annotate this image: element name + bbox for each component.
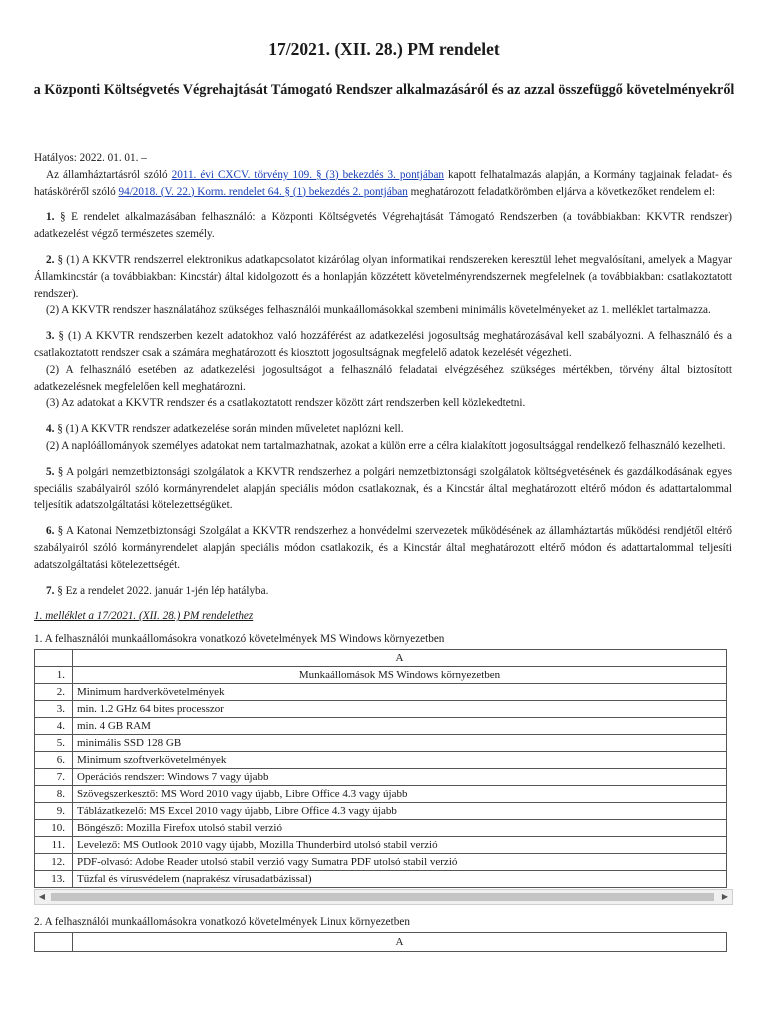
table-corner-cell [35,649,73,666]
section-7-text: § Ez a rendelet 2022. január 1-jén lép hatályba. [54,584,269,597]
table-corner-cell [35,932,73,951]
section-1-number: 1. [46,211,55,224]
table-row [35,700,727,717]
requirement-cell: Böngésző: Mozilla Firefox utolsó stabil verzió [73,819,727,836]
requirement-cell: Levelező: MS Outlook 2010 vagy újabb, Mozilla Thunderbird utolsó stabil verzió [73,836,727,853]
section-2-number: 2. [46,253,55,266]
row-number: 12. [35,853,73,870]
row-number: 9. [35,802,73,819]
horizontal-scrollbar[interactable] [34,889,733,905]
row-number: 7. [35,768,73,785]
requirement-cell: Táblázatkezelő: MS Excel 2010 vagy újabb, Libre Office 4.3 vagy újabb [73,802,727,819]
annex-reference [34,608,732,625]
table-1-container [34,649,732,888]
section-2 [34,252,732,302]
requirement-cell: Szövegszerkesztő: MS Word 2010 vagy újabb, Libre Office 4.3 vagy újabb [73,785,727,802]
scroll-right-arrow-icon[interactable]: ▶ [721,891,729,901]
section-3-para-1: § (1) A KKVTR rendszerben kezelt adatokhoz való hozzáférést az adatkezelési jogosultság meghatározásával kell szabályozni. A felhasználó és a csatlakoztatott rendszer csak a számára meghatározott és kiosztott jogosultságnak megfelelő adatok kezelését végezheti. [34,330,732,359]
table-row [35,751,727,768]
table-header-row [35,932,727,951]
preamble-text-1: Az államháztartásról szóló [46,168,172,181]
section-5-number: 5. [46,465,55,478]
section-1-text: § E rendelet alkalmazásában felhasználó: a Központi Költségvetés Végrehajtását Támogató Rendszerben (a továbbiakban: KKVTR rendszer) adatkezelést végző természetes személy. [34,211,732,241]
table-1-caption: 1. A felhasználói munkaállomásokra vonatkozó követelmények MS Windows környezetben [34,633,445,646]
row-number: 8. [35,785,73,802]
table-2-container [34,932,732,952]
row-number: 4. [35,717,73,734]
document-title: 17/2021. (XII. 28.) PM rendelet [268,39,500,59]
scroll-thumb[interactable] [51,893,714,901]
section-5 [34,464,732,514]
row-number: 13. [35,870,73,887]
section-6 [34,523,732,573]
column-header-a: A [73,932,727,951]
law-link-2011-cxcv[interactable]: 2011. évi CXCV. törvény 109. § (3) bekezdés 3. pontjában [171,168,445,181]
table-row [35,734,727,751]
requirement-cell: min. 4 GB RAM [73,717,727,734]
table-row [35,853,727,870]
table-row [35,717,727,734]
document-body [34,150,732,952]
table-row [35,768,727,785]
section-3-para-3: (3) Az adatokat a KKVTR rendszer és a csatlakoztatott rendszer között zárt rendszerben kell közlekedtetni. [46,397,526,410]
requirement-cell: PDF-olvasó: Adobe Reader utolsó stabil verzió vagy Sumatra PDF utolsó stabil verzió [73,853,727,870]
row-number: 1. [35,666,73,683]
row-number: 5. [35,734,73,751]
table-row [35,666,727,683]
preamble-text-3: meghatározott feladatkörömben eljárva a következőket rendelem el: [407,185,716,198]
section-7 [34,583,732,600]
scroll-left-arrow-icon[interactable]: ◀ [38,891,46,901]
section-4-number: 4. [46,423,55,436]
section-3-para-2: (2) A felhasználó esetében az adatkezelési jogosultságot a felhasználó feladatai elvégzéséhez szükséges mértékben, törvény által biztosított adatkezelésnek megfelelően kell meghatározni. [34,363,732,393]
table-row [35,870,727,887]
section-2-para-2: (2) A KKVTR rendszer használatához szükséges felhasználói munkaállomásokkal szembeni minimális követelményeket az 1. melléklet tartalmazza. [46,304,711,317]
linux-requirements-table [34,932,727,952]
document-subtitle: a Központi Költségvetés Végrehajtását Támogató Rendszer alkalmazásáról és az azzal összefüggő követelményekről [33,82,735,98]
section-3-number: 3. [46,330,55,343]
section-4-para-2: (2) A naplóállományok személyes adatokat nem tartalmazhatnak, azokat a külön erre a célra kialakított jogosultsággal rendelkező felhasználó kezelheti. [46,439,726,452]
requirement-cell: minimális SSD 128 GB [73,734,727,751]
row-number: 11. [35,836,73,853]
preamble [34,167,732,201]
section-4-para-1: § (1) A KKVTR rendszer adatkezelése során minden műveletet naplózni kell. [54,423,404,436]
section-1 [34,209,732,243]
requirement-cell: Minimum hardverkövetelmények [73,683,727,700]
decree-link-94-2018[interactable]: 94/2018. (V. 22.) Korm. rendelet 64. § (1) bekezdés 2. pontjában [118,185,408,198]
effective-date: Hatályos: 2022. 01. 01. – [34,152,147,164]
requirement-cell: min. 1.2 GHz 64 bites processzor [73,700,727,717]
section-2-para-1: § (1) A KKVTR rendszerrel elektronikus adatkapcsolatot kizárólag olyan informatikai rendszereken keresztül lehet megvalósítani, amelyek a Magyar Államkincstár (a továbbiakban: Kincstár) által kidolgozott és a honlapján közzétett követelményrendszernek megfelelnek (a továbbiakban: csatlakoztatott rendszer). [34,253,732,300]
table-row [35,819,727,836]
section-6-text: § A Katonai Nemzetbiztonsági Szolgálat a KKVTR rendszerhez a honvédelmi szervezetek működésének az államháztartás működési rendjétől eltérő szabályairól szóló kormányrendelet alapján speciális módon csatlakozik, és a Kincstár által meghatározott eltérő módon és adattartalommal teljesíti adatszolgáltatási kötelezettségét. [34,525,732,571]
requirement-cell: Munkaállomások MS Windows környezetben [73,666,727,683]
row-number: 10. [35,819,73,836]
section-7-number: 7. [46,584,55,597]
section-6-number: 6. [46,525,55,538]
table-row [35,802,727,819]
row-number: 2. [35,683,73,700]
requirement-cell: Operációs rendszer: Windows 7 vagy újabb [73,768,727,785]
annex-reference-text: 1. melléklet a 17/2021. (XII. 28.) PM rendelethez [34,610,254,623]
table-header-row [35,649,727,666]
table-2-caption: 2. A felhasználói munkaállomásokra vonatkozó követelmények Linux környezetben [34,915,410,928]
preamble-text-2: kapott felhatalmazás alapján, a Kormány tagjainak feladat- és hatásköréről szóló [34,168,732,198]
section-3 [34,328,732,362]
table-row [35,785,727,802]
windows-requirements-table [34,649,727,888]
row-number: 3. [35,700,73,717]
row-number: 6. [35,751,73,768]
section-4 [34,421,732,438]
table-row [35,836,727,853]
requirement-cell: Minimum szoftverkövetelmények [73,751,727,768]
section-5-text: § A polgári nemzetbiztonsági szolgálatok a KKVTR rendszerhez a polgári nemzetbiztonsági szolgálatok költségvetésének és gazdálkodásának egyes speciális szabályairól szóló kormányrendelet alapján speciális módon csatlakoznak, és a Kincstár által meghatározott eltérő módon és adattartalommal teljesítik adatszolgáltatási kötelezettségüket. [34,465,732,512]
table-row [35,683,727,700]
column-header-a: A [73,649,727,666]
requirement-cell: Tűzfal és vírusvédelem (naprakész vírusadatbázissal) [73,870,727,887]
